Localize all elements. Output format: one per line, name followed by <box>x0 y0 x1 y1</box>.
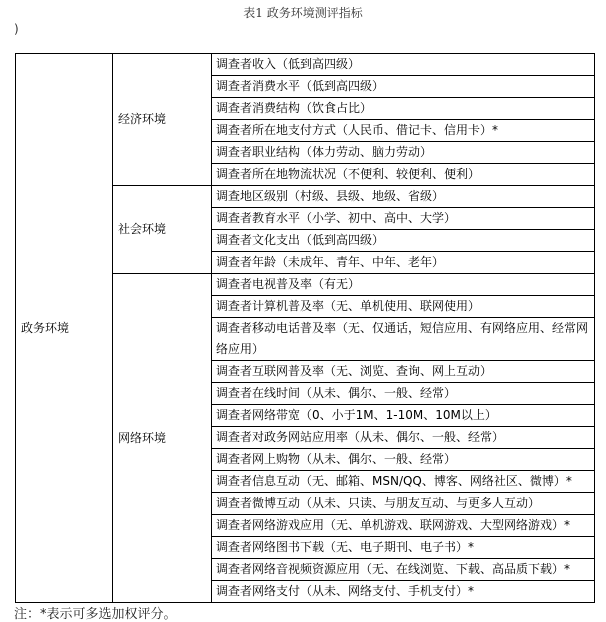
indicator-cell: 调查地区级别（村级、县级、地级、省级） <box>212 186 595 208</box>
stray-parenthesis: ) <box>14 22 19 36</box>
indicator-cell: 调查者文化支出（低到高四级） <box>212 230 595 252</box>
indicator-cell: 调查者职业结构（体力劳动、脑力劳动） <box>212 142 595 164</box>
indicator-cell: 调查者信息互动（无、邮箱、MSN/QQ、博客、网络社区、微博）* <box>212 471 595 493</box>
indicator-cell: 调查者所在地物流状况（不便利、较便利、便利） <box>212 164 595 186</box>
indicator-cell: 调查者消费水平（低到高四级） <box>212 76 595 98</box>
table-caption: 表1 政务环境测评指标 <box>243 6 363 20</box>
indicator-cell: 调查者电视普及率（有无） <box>212 274 595 296</box>
table-row <box>16 54 595 76</box>
indicator-cell: 调查者互联网普及率（无、浏览、查询、网上互动） <box>212 361 595 383</box>
group-cell-economic: 经济环境 <box>113 54 212 186</box>
indicator-cell: 调查者对政务网站应用率（从未、偶尔、一般、经常） <box>212 427 595 449</box>
level1-cell: 政务环境 <box>16 54 113 603</box>
indicator-cell: 调查者收入（低到高四级） <box>212 54 595 76</box>
footnote: 注：*表示可多选加权评分。 <box>14 607 177 622</box>
indicator-cell: 调查者网络图书下载（无、电子期刊、电子书）* <box>212 537 595 559</box>
indicator-cell: 调查者网上购物（从未、偶尔、一般、经常） <box>212 449 595 471</box>
indicator-cell: 调查者在线时间（从未、偶尔、一般、经常） <box>212 383 595 405</box>
indicator-cell: 调查者消费结构（饮食占比） <box>212 98 595 120</box>
indicator-cell: 调查者网络带宽（0、小于1M、1-10M、10M以上） <box>212 405 595 427</box>
indicator-cell: 调查者计算机普及率（无、单机使用、联网使用） <box>212 296 595 318</box>
indicator-cell: 调查者网络支付（从未、网络支付、手机支付）* <box>212 581 595 603</box>
indicator-cell: 调查者网络游戏应用（无、单机游戏、联网游戏、大型网络游戏）* <box>212 515 595 537</box>
indicator-table <box>15 53 595 603</box>
indicator-cell: 调查者移动电话普及率（无、仅通话，短信应用、有网络应用、经常网络应用） <box>212 318 595 361</box>
indicator-cell: 调查者所在地支付方式（人民币、借记卡、信用卡）* <box>212 120 595 142</box>
indicator-cell: 调查者教育水平（小学、初中、高中、大学） <box>212 208 595 230</box>
group-cell-network: 网络环境 <box>113 274 212 603</box>
group-cell-social: 社会环境 <box>113 186 212 274</box>
indicator-cell: 调查者微博互动（从未、只读、与朋友互动、与更多人互动） <box>212 493 595 515</box>
indicator-cell: 调查者年龄（未成年、青年、中年、老年） <box>212 252 595 274</box>
indicator-cell: 调查者网络音视频资源应用（无、在线浏览、下载、高品质下载）* <box>212 559 595 581</box>
